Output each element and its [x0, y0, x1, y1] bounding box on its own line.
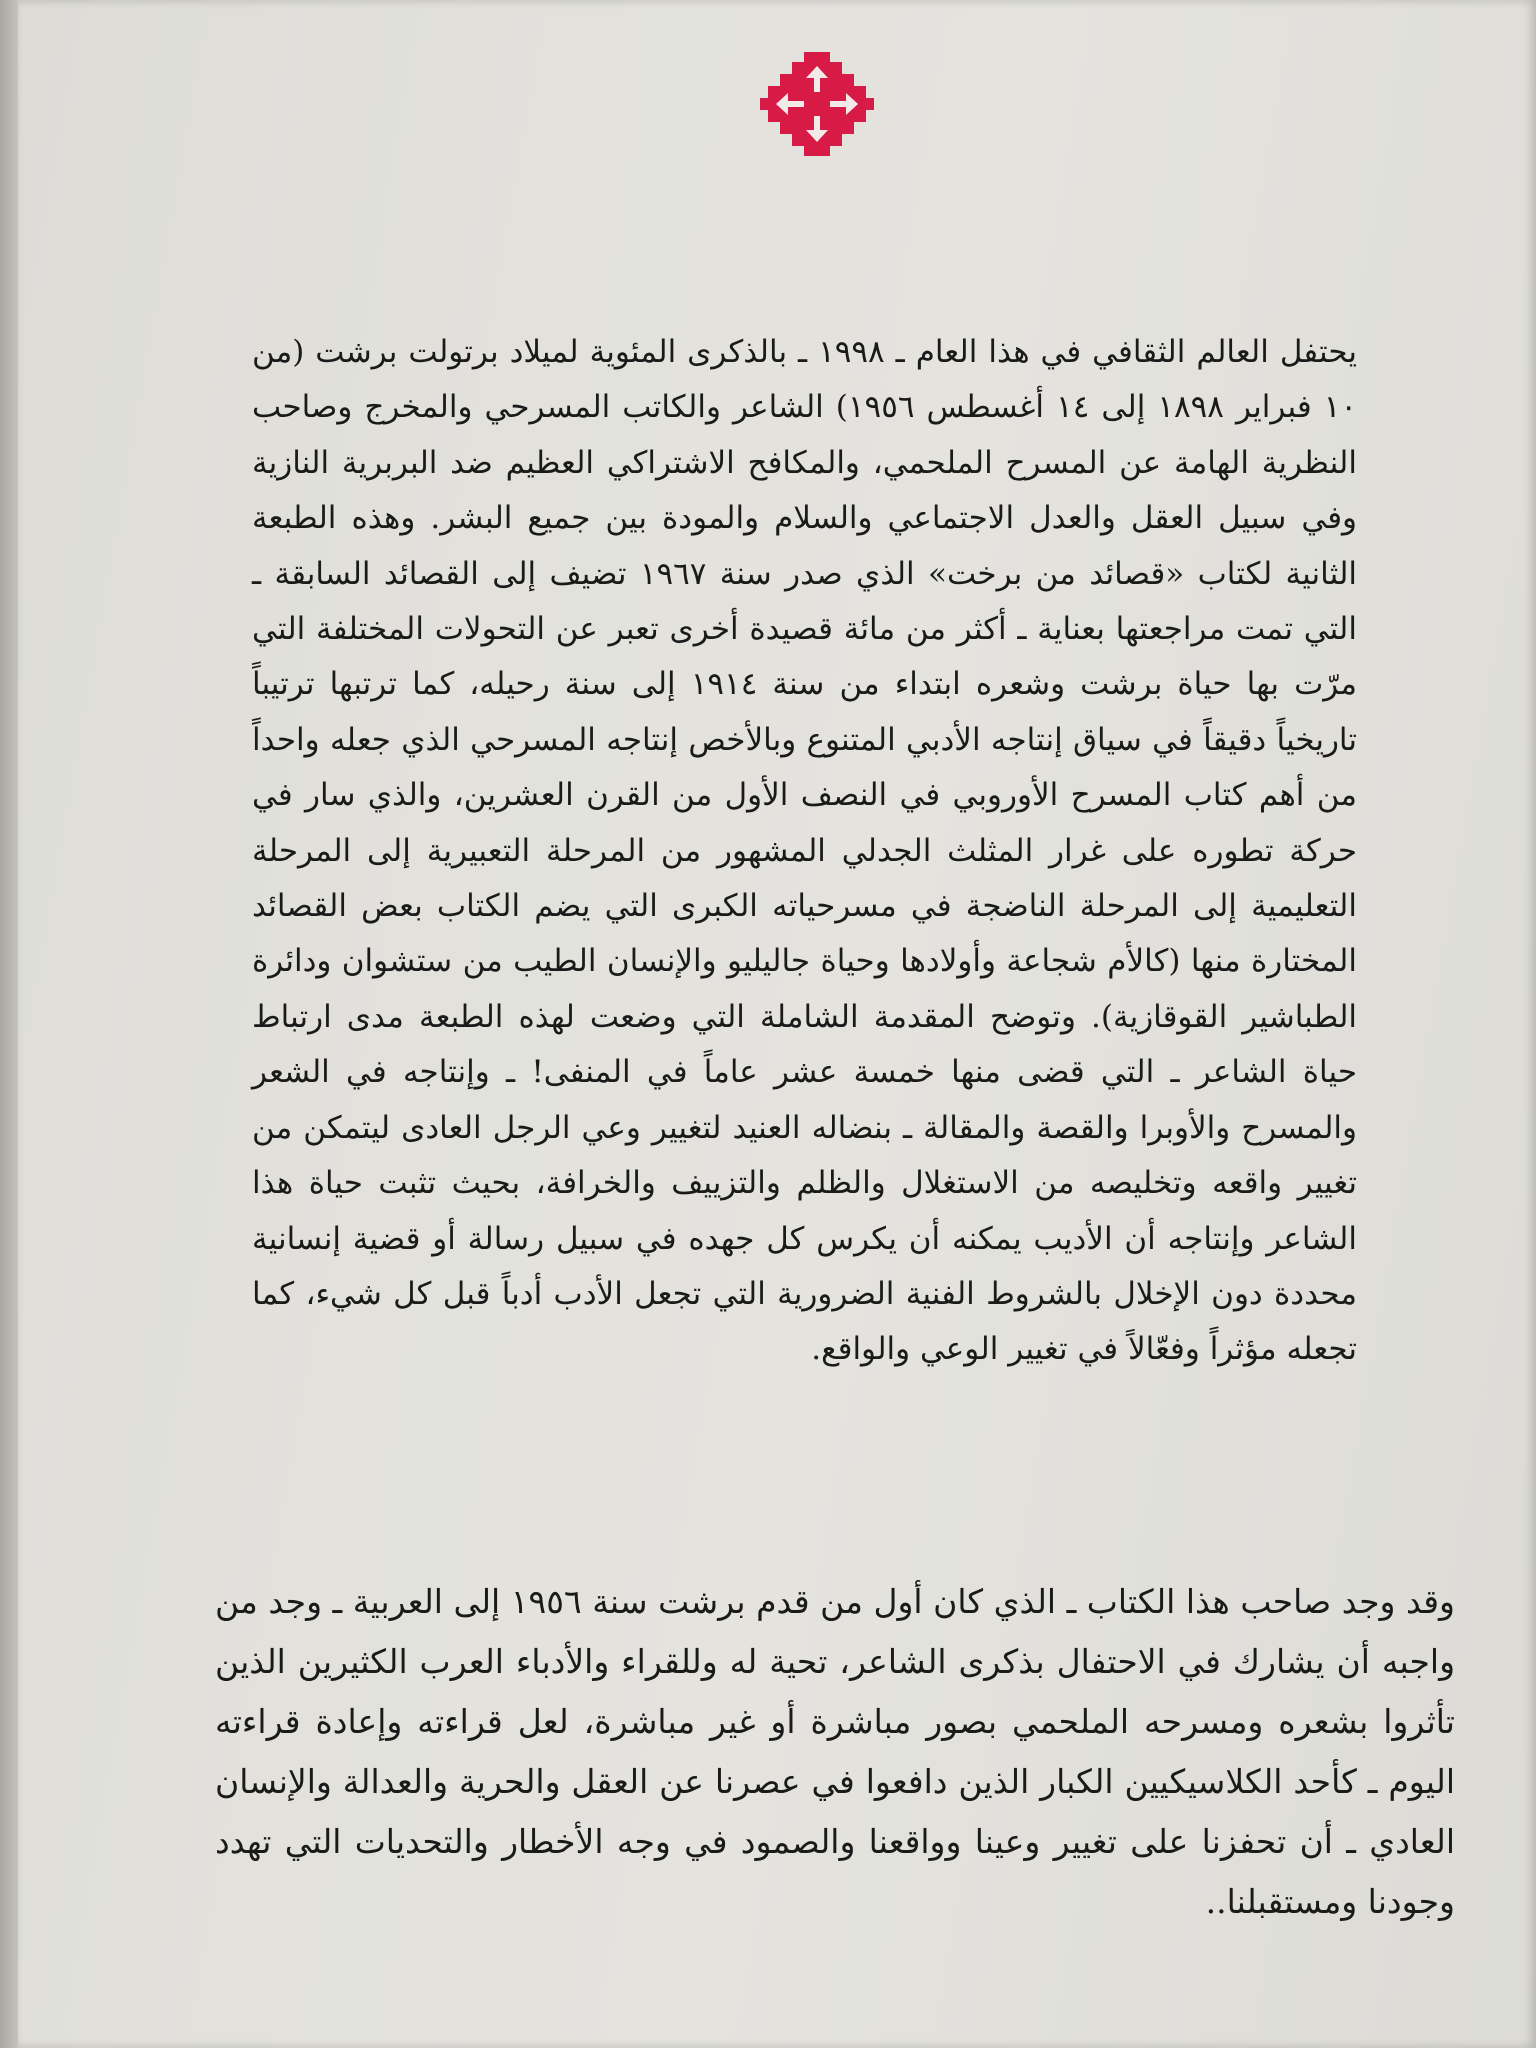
page-edge [0, 0, 18, 2048]
diamond-arrows-emblem-icon [760, 52, 874, 156]
body-paragraph-2: وقد وجد صاحب هذا الكتاب ـ الذي كان أول من قدم برشت سنة ١٩٥٦ إلى العربية ـ وجد من واجبه أن يشارك في الاحتفال بذكرى الشاعر، تحية له وللقراء والأدباء العرب الكثيرين الذين تأثروا بشعره ومسرحه الملحمي بصور مباشرة أو غير مباشرة، لعل قراءته وإعادة قراءته اليوم ـ كأحد الكلاسيكيين الكبار الذين دافعوا في عصرنا عن العقل والحرية والعدالة والإنسان العادي ـ أن تحفزنا على تغيير وعينا وواقعنا والصمود في وجه الأخطار والتحديات التي تهدد وجودنا ومستقبلنا.. [215, 1582, 1455, 1921]
body-paragraph-1: يحتفل العالم الثقافي في هذا العام ـ ١٩٩٨ ـ بالذكرى المئوية لميلاد برتولت برشت (من ١٠ فبراير ١٨٩٨ إلى ١٤ أغسطس ١٩٥٦) الشاعر والكاتب المسرحي والمخرج وصاحب النظرية الهامة عن المسرح الملحمي، والمكافح الاشتراكي العظيم ضد البربرية النازية وفي سبيل العقل والعدل الاجتماعي والسلام والمودة بين جميع البشر. وهذه الطبعة الثانية لكتاب «قصائد من برخت» الذي صدر سنة ١٩٦٧ تضيف إلى القصائد السابقة ـ التي تمت مراجعتها بعناية ـ أكثر من مائة قصيدة أخرى تعبر عن التحولات المختلفة التي مرّت بها حياة برشت وشعره ابتداء من سنة ١٩١٤ إلى سنة رحيله، كما ترتبها ترتيباً تاريخياً دقيقاً في سياق إنتاجه الأدبي المتنوع وبالأخص إنتاجه المسرحي الذي جعله واحداً من أهم كتاب المسرح الأوروبي في النصف الأول من القرن العشرين، والذي سار في حركة تطوره على غرار المثلث الجدلي المشهور من المرحلة التعبيرية إلى المرحلة التعليمية إلى المرحلة الناضجة في مسرحياته الكبرى التي يضم الكتاب بعض القصائد المختارة منها (كالأم شجاعة وأولادها وحياة جاليليو والإنسان الطيب من ستشوان ودائرة الطباشير القوقازية). وتوضح المقدمة الشاملة التي وضعت لهذه الطبعة مدى ارتباط حياة الشاعر ـ التي قضى منها خمسة عشر عاماً في المنفى! ـ وإنتاجه في الشعر والمسرح والأوبرا والقصة والمقالة ـ بنضاله العنيد لتغيير وعي الرجل العادى ليتمكن من تغيير واقعه وتخليصه من الاستغلال والظلم والتزييف والخرافة، بحيث تثبت حياة هذا الشاعر وإنتاجه أن الأديب يمكنه أن يكرس كل جهده في سبيل رسالة أو قضية إنسانية محددة دون الإخلال بالشروط الفنية الضرورية التي تجعل الأدب أدباً قبل كل شيء، كما تجعله مؤثراً وفعّالاً في تغيير الوعي والواقع. [252, 334, 1358, 1368]
